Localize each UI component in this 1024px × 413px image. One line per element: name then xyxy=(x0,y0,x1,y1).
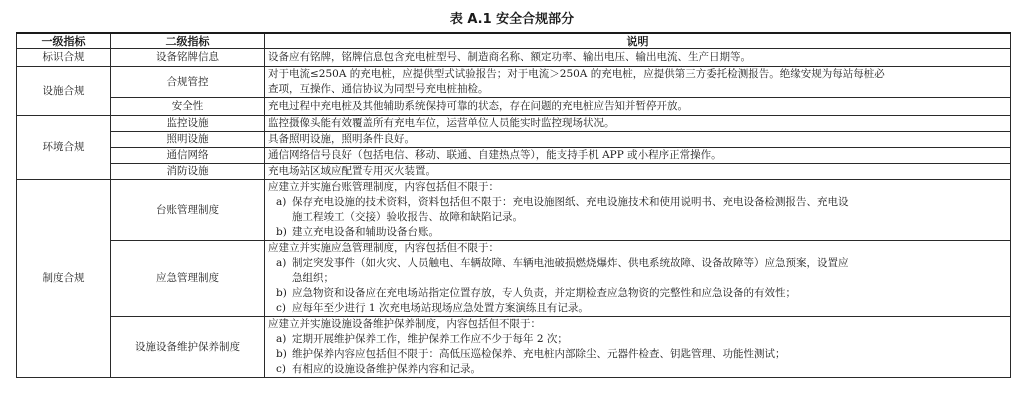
list-marker: c) xyxy=(276,302,286,314)
table-title: 表 A.1 安全合规部分 xyxy=(449,12,575,27)
list-item xyxy=(268,301,1007,316)
level1-cell: 设施合规 xyxy=(17,67,111,116)
list-item-line: 应急物资和设备应在充电场站指定位置存放，专人负责，并定期检查应急物资的完整性和应急设备的有效性； xyxy=(292,287,796,299)
level2-cell: 应急管理制度 xyxy=(111,241,265,317)
list-marker: a) xyxy=(276,257,287,269)
list-item-line: 定期开展维护保养工作，维护保养工作应不少于每年 2 次； xyxy=(292,333,568,345)
description-cell: 具备照明设施，照明条件良好。 xyxy=(265,132,1011,148)
description-cell xyxy=(265,241,1011,317)
list-item-line: 应每年至少进行 1 次充电场站现场应急处置方案演练且有记录。 xyxy=(292,302,589,314)
list-item-line: 维护保养内容应包括但不限于：高低压巡检保养、充电桩内部除尘、元器件检查、钥匙管理、功能性测试； xyxy=(292,348,786,360)
list-marker: b) xyxy=(276,287,287,299)
table-row xyxy=(17,148,1011,164)
level2-cell: 安全性 xyxy=(111,98,265,116)
list-marker: b) xyxy=(276,226,287,238)
table-row xyxy=(17,132,1011,148)
level2-cell: 台账管理制度 xyxy=(111,180,265,241)
level2-cell: 监控设施 xyxy=(111,116,265,132)
list-item xyxy=(268,332,1007,347)
description-cell: 充电场站区域应配置专用灭火装置。 xyxy=(265,164,1011,180)
list-item-line: 施工程竣工（交接）验收报告、故障和缺陷记录。 xyxy=(292,211,523,223)
level2-cell: 合规管控 xyxy=(111,67,265,98)
level2-cell: 设施设备维护保养制度 xyxy=(111,317,265,378)
list-item xyxy=(268,225,1007,240)
list-marker: b) xyxy=(276,348,287,360)
level2-cell: 通信网络 xyxy=(111,148,265,164)
level1-cell: 环境合规 xyxy=(17,116,111,180)
list-item-line: 有相应的设施设备维护保养内容和记录。 xyxy=(292,363,481,375)
list-item xyxy=(268,347,1007,362)
list-item xyxy=(268,195,1007,225)
list-item xyxy=(268,286,1007,301)
description-intro: 应建立并实施台账管理制度，内容包括但不限于： xyxy=(268,181,499,193)
description-cell: 设备应有铭牌，铭牌信息包含充电桩型号、制造商名称、额定功率、输出电压、输出电流、生产日期等。 xyxy=(265,49,1011,67)
level2-cell: 照明设施 xyxy=(111,132,265,148)
description-line: 对于电流≤250A 的充电桩，应提供型式试验报告；对于电流＞250A 的充电桩，应提供第三方委托检测报告。绝缘安规为每站每桩必 xyxy=(268,68,885,80)
table-row xyxy=(17,116,1011,132)
table-row xyxy=(17,49,1011,67)
description-cell: 通信网络信号良好（包括电信、移动、联通、自建热点等），能支持手机 APP 或小程序正常操作。 xyxy=(265,148,1011,164)
header-level2: 二级指标 xyxy=(111,33,265,49)
list-item-line: 制定突发事件（如火灾、人员触电、车辆故障、车辆电池破损燃烧爆炸、供电系统故障、设备故障等）应急预案，设置应 xyxy=(292,257,849,269)
level2-cell: 设备铭牌信息 xyxy=(111,49,265,67)
level1-cell: 标识合规 xyxy=(17,49,111,67)
description-line: 查项，互操作、通信协议为同型号充电桩抽检。 xyxy=(268,83,489,95)
description-cell xyxy=(265,317,1011,378)
compliance-table xyxy=(16,32,1011,378)
list-marker: a) xyxy=(276,196,287,208)
list-item-line: 建立充电设备和辅助设备台账。 xyxy=(292,226,439,238)
level1-cell: 制度合规 xyxy=(17,180,111,378)
description-cell xyxy=(265,67,1011,98)
table-row xyxy=(17,98,1011,116)
table-row xyxy=(17,317,1011,378)
description-intro: 应建立并实施设施设备维护保养制度，内容包括但不限于： xyxy=(268,318,541,330)
table-header-row xyxy=(17,33,1011,49)
list-marker: c) xyxy=(276,363,286,375)
level2-cell: 消防设施 xyxy=(111,164,265,180)
description-cell: 充电过程中充电桩及其他辅助系统保持可靠的状态，存在问题的充电桩应告知并暂停开放。 xyxy=(265,98,1011,116)
table-row xyxy=(17,180,1011,241)
header-description: 说明 xyxy=(265,33,1011,49)
description-cell xyxy=(265,180,1011,241)
table-row xyxy=(17,241,1011,317)
list-item-line: 保存充电设施的技术资料，资料包括但不限于：充电设施图纸、充电设施技术和使用说明书、充电设备检测报告、充电设 xyxy=(292,196,849,208)
table-row xyxy=(17,67,1011,98)
header-level1: 一级指标 xyxy=(17,33,111,49)
table-row xyxy=(17,164,1011,180)
list-item xyxy=(268,256,1007,286)
description-intro: 应建立并实施应急管理制度，内容包括但不限于： xyxy=(268,242,499,254)
list-item xyxy=(268,362,1007,377)
description-cell: 监控摄像头能有效覆盖所有充电车位，运营单位人员能实时监控现场状况。 xyxy=(265,116,1011,132)
list-marker: a) xyxy=(276,333,287,345)
list-item-line: 急组织； xyxy=(292,272,334,284)
